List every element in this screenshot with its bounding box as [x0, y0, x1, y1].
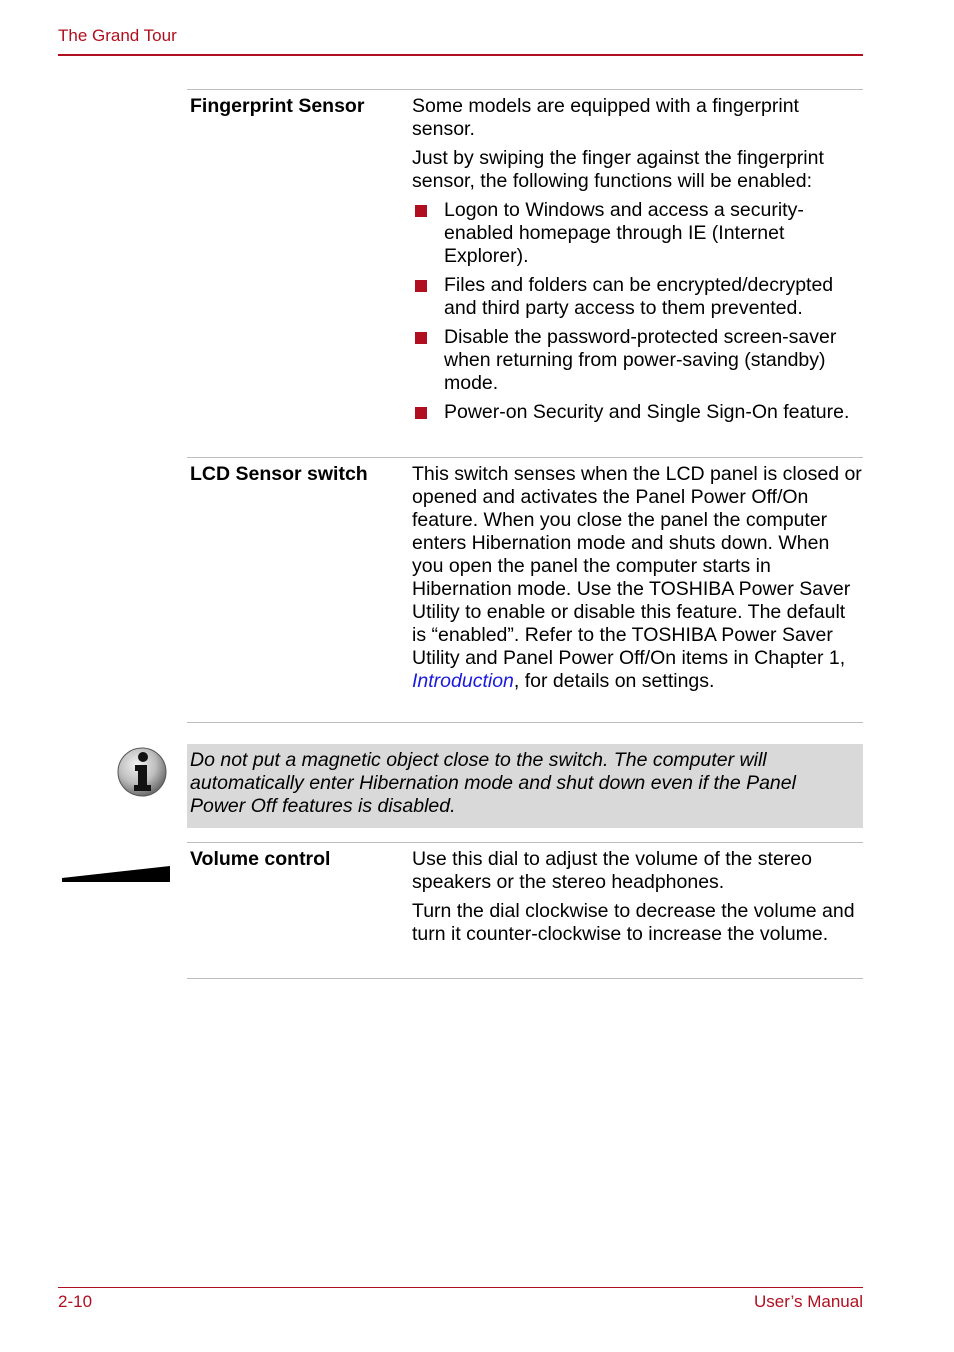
list-item	[412, 326, 862, 395]
list-item	[412, 401, 862, 424]
paragraph: Some models are equipped with a fingerprint sensor.	[412, 95, 799, 140]
list-item-text: Power-on Security and Single Sign-On feature.	[444, 401, 850, 423]
paragraph: Use this dial to adjust the volume of the stereo speakers or the stereo headphones.	[412, 848, 812, 893]
list-item-text: Disable the password-protected screen-saver when returning from power-saving (standby) mode.	[444, 326, 837, 394]
paragraph-text: , for details on settings.	[513, 670, 715, 692]
header-rule	[58, 54, 863, 56]
page-number: 2-10	[58, 1292, 93, 1311]
lcd-description	[412, 463, 862, 699]
bullet-square-icon	[415, 332, 427, 344]
table-divider	[187, 722, 863, 723]
introduction-link[interactable]: Introduction	[412, 670, 514, 692]
bullet-square-icon	[415, 280, 427, 292]
term-fingerprint-sensor: Fingerprint Sensor	[190, 95, 365, 117]
table-divider	[187, 89, 863, 90]
table-divider	[187, 457, 863, 458]
table-divider	[187, 978, 863, 979]
volume-description	[412, 848, 862, 952]
margin-marker	[62, 866, 172, 882]
note-box	[187, 744, 863, 828]
list-item	[412, 274, 862, 320]
running-header: The Grand Tour	[58, 26, 177, 45]
note-text: Do not put a magnetic object close to the switch. The computer will automatically enter Hibernation mode and shut down even if the Panel Power Off features is disabled.	[190, 749, 796, 817]
list-item-text: Logon to Windows and access a security-enabled homepage through IE (Internet Explorer).	[444, 199, 804, 267]
bullet-list	[412, 199, 862, 424]
term-lcd-sensor-switch: LCD Sensor switch	[190, 463, 368, 485]
paragraph: Just by swiping the finger against the fingerprint sensor, the following functions will be enabled:	[412, 147, 824, 192]
list-item	[412, 199, 862, 268]
paragraph-text: This switch senses when the LCD panel is closed or opened and activates the Panel Power Off/On feature. When you close the panel the computer enters Hibernation mode and shuts down. When you open the panel the computer starts in Hibernation mode. Use the TOSHIBA Power Saver Utility to enable or disable this feature. The default is “enabled”. Refer to the TOSHIBA Power Saver Utility and Panel Power Off/On items in Chapter 1,	[412, 463, 862, 669]
manual-title: User’s Manual	[754, 1292, 863, 1311]
info-icon	[116, 746, 168, 798]
paragraph	[412, 463, 862, 693]
fingerprint-description	[412, 95, 862, 430]
list-item-text: Files and folders can be encrypted/decrypted and third party access to them prevented.	[444, 274, 834, 319]
bullet-square-icon	[415, 205, 427, 217]
table-divider	[187, 842, 863, 843]
footer-rule	[58, 1287, 863, 1288]
paragraph: Turn the dial clockwise to decrease the volume and turn it counter-clockwise to increase the volume.	[412, 900, 855, 945]
bullet-square-icon	[415, 407, 427, 419]
term-volume-control: Volume control	[190, 848, 331, 870]
